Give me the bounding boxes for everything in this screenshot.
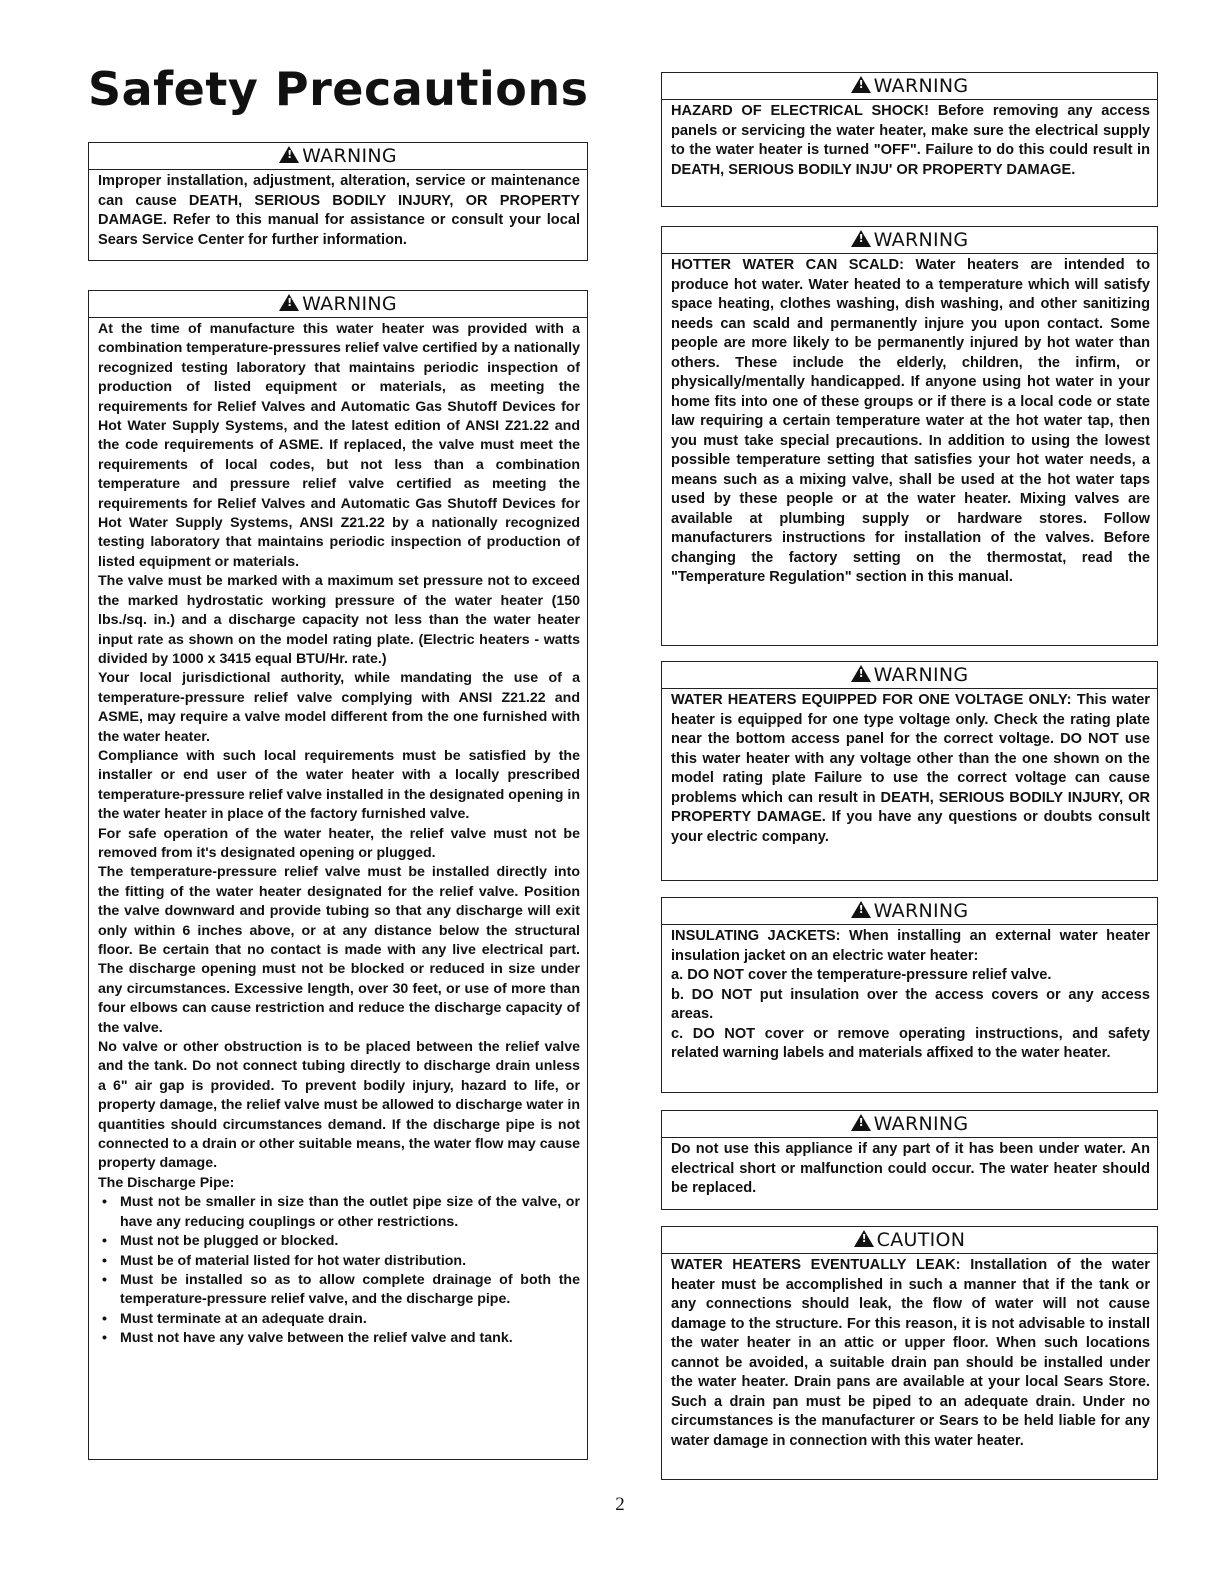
list-item: • Must not be smaller in size than the outlet pipe size of the valve, or have any reducing couplings or other restrictions. bbox=[102, 1193, 580, 1232]
warning-box-relief-valve bbox=[88, 290, 588, 1460]
list-item: • Must be of material listed for hot water distribution. bbox=[102, 1252, 580, 1271]
warning-text: Improper installation, adjustment, alteration, service or maintenance can cause DEATH, SERIOUS BODILY INJURY, OR PROPERTY DAMAGE. Refer to this manual for assistance or consult your local Sears Service Center for further information. bbox=[98, 173, 580, 248]
warning-header: !WARNING bbox=[662, 73, 1157, 100]
caution-triangle-icon bbox=[854, 1230, 874, 1247]
warning-text: HOTTER WATER CAN SCALD: Water heaters are intended to produce hot water. Water heated to a temperature which will satisfy space heating, clothes washing, dish washing, and other sanitizing needs can scald and permanently injure you upon contact. Some people are more likely to be permanently injured by hot water than others. These include the elderly, children, the infirm, or physically/mentally handicapped. If anyone using hot water in your home fits into one of these groups or if there is a local code or state law requiring a certain temperature water at the hot water tap, then you must take special precautions. In addition to using the lowest possible temperature setting that satisfies your hot water needs, a means such as a mixing valve, shall be used at the hot water taps used by these people or at the water heater. Mixing valves are available at plumbing supply or hardware stores. Follow manufacturers instructions for installation of the valves. Before changing the factory setting on the thermostat, read the "Temperature Regulation" section in this manual. bbox=[671, 257, 1150, 585]
relief-valve-paragraph: The valve must be marked with a maximum set pressure not to exceed the marked hydrostatic working pressure of the water heater (150 lbs./sq. in.) and a discharge capacity not less than the water heater input rate as shown on the model rating plate. (Electric heaters - watts divided by 1000 x 3415 equal BTU/Hr. rate.) bbox=[98, 573, 580, 667]
caution-text: WATER HEATERS EVENTUALLY LEAK: Installation of the water heater must be accomplished in such a manner that if the tank or any connections should leak, the flow of water will not cause damage to the structure. For this reason, it is not advisable to install the water heater in an attic or upper floor. When such locations cannot be avoided, a suitable drain pan should be installed under the water heater. Drain pans are available at your local Sears Store. Such a drain pan must be piped to an adequate drain. Under no circumstances is the manufacturer or Sears to be held liable for any water damage in connection with this water heater. bbox=[671, 1257, 1150, 1449]
warning-box-insulating-jackets bbox=[661, 897, 1158, 1093]
warning-box-voltage bbox=[661, 661, 1158, 881]
warning-header: !WARNING bbox=[662, 227, 1157, 254]
warning-triangle-icon bbox=[851, 665, 871, 682]
list-item: • Must terminate at an adequate drain. bbox=[102, 1310, 580, 1329]
warning-header: !WARNING bbox=[662, 662, 1157, 689]
warning-text: Do not use this appliance if any part of it has been under water. An electrical short or malfunction could occur. The water heater should be replaced. bbox=[671, 1141, 1150, 1196]
warning-text: c. DO NOT cover or remove operating instructions, and safety related warning labels and materials affixed to the water heater. bbox=[671, 1025, 1150, 1061]
relief-valve-paragraph: The temperature-pressure relief valve must be installed directly into the fitting of the water heater designated for the relief valve. Position the valve downward and provide tubing so that any discharge will exit only within 6 inches above, or at any distance below the structural floor. Be certain that no contact is made with any live electrical part. The discharge opening must not be blocked or reduced in size under any circumstances. Excessive length, over 30 feet, or use of more than four elbows can cause restriction and reduce the discharge capacity of the valve. bbox=[98, 864, 580, 1036]
page-title: Safety Precautions bbox=[88, 62, 589, 116]
warning-box-scald bbox=[661, 226, 1158, 646]
relief-valve-paragraph: No valve or other obstruction is to be placed between the relief valve and the tank. Do not connect tubing directly to discharge drain unless a 6" air gap is provided. To prevent bodily injury, hazard to life, or property damage, the relief valve must be allowed to discharge water in quantities should circumstances demand. If the discharge pipe is not connected to a drain or other suitable means, the water flow may cause property damage. bbox=[98, 1039, 580, 1172]
warning-box-electrical-shock bbox=[661, 72, 1158, 207]
warning-header: !WARNING bbox=[662, 1111, 1157, 1138]
warning-header: !WARNING bbox=[662, 898, 1157, 925]
warning-triangle-icon bbox=[851, 1114, 871, 1131]
warning-box-improper-installation bbox=[88, 142, 588, 261]
relief-valve-paragraph: Compliance with such local requirements must be satisfied by the installer or end user of the water heater with a locally prescribed temperature-pressure relief valve installed in the designated opening in the water heater in place of the factory furnished valve. bbox=[98, 747, 580, 823]
warning-triangle-icon bbox=[851, 901, 871, 918]
relief-valve-paragraph: For safe operation of the water heater, the relief valve must not be removed from it's designated opening or plugged. bbox=[98, 825, 580, 861]
relief-valve-paragraph: At the time of manufacture this water heater was provided with a combination temperature-pressures relief valve certified by a nationally recognized testing laboratory that maintains periodic inspection of production of listed equipment or materials, as meeting the requirements for Relief Valves and Automatic Gas Shutoff Devices for Hot Water Supply Systems, and the latest edition of ANSI Z21.22 and the code requirements of ASME. If replaced, the valve must meet the requirements of local codes, but not less than a combination temperature and pressure relief valve certified as meeting the requirements for Relief Valves and Automatic Gas Shutoff Devices for Hot Water Supply Systems, ANSI Z21.22 by a nationally recognized testing laboratory that maintains periodic inspection of production of listed equipment or materials. bbox=[98, 321, 580, 570]
relief-valve-paragraph: Your local jurisdictional authority, while mandating the use of a temperature-pressure relief valve complying with ANSI Z21.22 and ASME, may require a valve model different from the one furnished with the water heater. bbox=[98, 670, 580, 745]
warning-triangle-icon bbox=[279, 146, 299, 163]
page-number: 2 bbox=[615, 1494, 625, 1515]
warning-text: a. DO NOT cover the temperature-pressure relief valve. bbox=[671, 967, 1052, 983]
discharge-pipe-list bbox=[98, 1193, 580, 1348]
warning-triangle-icon bbox=[279, 294, 299, 311]
list-item: • Must not have any valve between the relief valve and tank. bbox=[102, 1329, 580, 1348]
caution-header: !CAUTION bbox=[662, 1227, 1157, 1254]
warning-header: !WARNING bbox=[89, 143, 587, 170]
warning-triangle-icon bbox=[851, 230, 871, 247]
warning-header: !WARNING bbox=[89, 291, 587, 318]
warning-text: b. DO NOT put insulation over the access covers or any access areas. bbox=[671, 986, 1150, 1022]
warning-text: INSULATING JACKETS: When installing an external water heater insulation jacket on an electric water heater: bbox=[671, 928, 1150, 964]
list-item: • Must be installed so as to allow complete drainage of both the temperature-pressure relief valve, and the discharge pipe. bbox=[102, 1271, 580, 1310]
warning-text: HAZARD OF ELECTRICAL SHOCK! Before removing any access panels or servicing the water heater, make sure the electrical supply to the water heater is turned "OFF". Failure to do this could result in DEATH, SERIOUS BODILY INJU' OR PROPERTY DAMAGE. bbox=[671, 103, 1150, 178]
list-item: • Must not be plugged or blocked. bbox=[102, 1232, 580, 1251]
discharge-pipe-heading: The Discharge Pipe: bbox=[98, 1174, 235, 1191]
warning-triangle-icon bbox=[851, 76, 871, 93]
warning-box-under-water bbox=[661, 1110, 1158, 1210]
caution-box-leak bbox=[661, 1226, 1158, 1480]
warning-text: WATER HEATERS EQUIPPED FOR ONE VOLTAGE ONLY: This water heater is equipped for one type voltage only. Check the rating plate near the bottom access panel for the correct voltage. DO NOT use this water heater with any voltage other than the one shown on the model rating plate Failure to use the correct voltage can cause problems which can result in DEATH, SERIOUS BODILY INJURY, OR PROPERTY DAMAGE. If you have any questions or doubts consult your electric company. bbox=[671, 692, 1150, 845]
